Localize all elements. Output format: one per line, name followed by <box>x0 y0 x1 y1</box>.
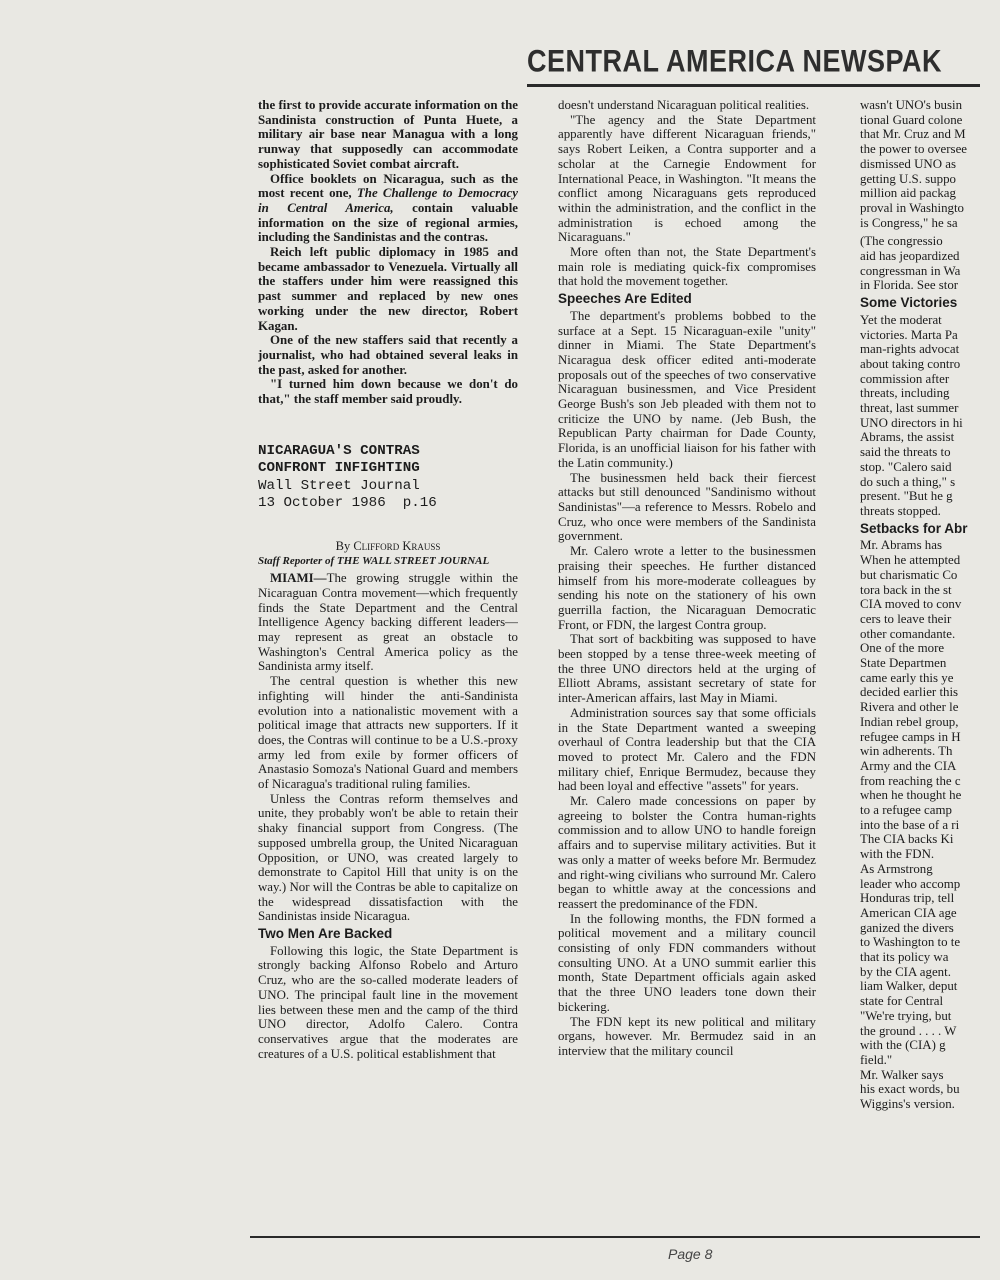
column-line: One of the more <box>860 641 945 656</box>
column-line: with the FDN. <box>860 847 935 862</box>
column-line: came early this ye <box>860 670 954 685</box>
column-line: threat, last summer <box>860 401 959 416</box>
column-line: "We're trying, but <box>860 1008 952 1023</box>
paragraph: "The agency and the State Department apparently have different Nicaraguan friends," says Robert Leiken, a Contra supporter and a scholar at the Carnegie Endowment for International Peace, in Washington. "It means the conflict among Nicaraguans gets reproduced within the administration, and the conflict in the administration is echoed among the Nicaraguans." <box>558 112 816 245</box>
booklet-title: The Challenge to Democracy in Central America, <box>258 186 518 215</box>
column-line: threats stopped. <box>860 503 941 518</box>
column-line: Honduras trip, tell <box>860 891 955 906</box>
column-line: Yet the moderat <box>860 312 942 327</box>
column-line: (The congressio <box>860 234 943 249</box>
column-line: to a refugee camp <box>860 803 952 818</box>
subhead-speeches: Speeches Are Edited <box>558 291 692 307</box>
column-1 <box>258 98 518 1234</box>
column-line: commission after <box>860 371 950 386</box>
subhead-some-victories: Some Victories <box>860 295 958 311</box>
column-line: Mr. Walker says <box>860 1067 944 1082</box>
column-line: leader who accomp <box>860 876 961 891</box>
paragraph: One of the new staffers said that recently a journalist, who had obtained several leaks in the past, asked for another. <box>258 333 518 377</box>
column-line: state for Central <box>860 994 944 1009</box>
newsletter-masthead: CENTRAL AMERICA NEWSPAK <box>527 44 942 79</box>
column-line: liam Walker, deput <box>860 979 958 994</box>
column-line: that its policy wa <box>860 950 949 965</box>
column-line: said the threats to <box>860 445 951 460</box>
column-line: When he attempted <box>860 553 961 568</box>
paragraph: Administration sources say that some officials in the State Department wanted a sweeping overhaul of Contra leadership but that the CIA moved to protect Mr. Calero and the FDN military chief, Enrique Bermudez, because they had been loyal and effective "assets" for years. <box>558 705 816 794</box>
byline <box>258 539 518 554</box>
column-line: Rivera and other le <box>860 700 959 715</box>
source-name: Wall Street Journal <box>258 477 420 494</box>
lead-text: The growing struggle within the Nicaraguan Contra movement—which frequently finds the State Department and the Central Intelligence Agency backing different leaders—may represent as great an obstacle to Washington's Central America policy as the Sandinista army itself. <box>258 571 518 674</box>
column-line: CIA moved to conv <box>860 597 962 612</box>
paragraph: The central question is whether this new infighting will hinder the anti-Sandinista evolution into a nationalistic movement with a political image that attracts new supporters. If it does, the Contras will continue to be a U.S.-proxy army led from exile by former officers of Anastasio Somoza's National Guard and members of Nicaragua's traditional ruling families. <box>258 674 518 792</box>
booklets-text-2: contain valuable information on the size of regional armies, including the Sandinistas and the contras. <box>258 200 518 245</box>
column-line: but charismatic Co <box>860 567 958 582</box>
column-line: tional Guard colone <box>860 112 963 127</box>
column-line: with the (CIA) g <box>860 1038 946 1053</box>
dateline: MIAMI— <box>270 571 327 586</box>
column-line: the power to oversee <box>860 142 968 157</box>
column-line: State Departmen <box>860 656 947 671</box>
column-line: Indian rebel group, <box>860 714 959 729</box>
column-line: to Washington to te <box>860 935 961 950</box>
column-line: wasn't UNO's busin <box>860 98 963 112</box>
col3-block-c <box>860 313 980 519</box>
column-line: The CIA backs Ki <box>860 832 954 847</box>
column-line: getting U.S. suppo <box>860 171 956 186</box>
page-number: Page 8 <box>668 1246 713 1262</box>
column-line: congressman in Wa <box>860 263 961 278</box>
column-line: in Florida. See stor <box>860 278 959 293</box>
column-line: that Mr. Cruz and M <box>860 127 966 142</box>
paragraph: Unless the Contras reform themselves and unite, they probably won't be able to retain their shaky financial support from Congress. (The supposed umbrella group, the United Nicaraguan Opposition, or UNO, was created largely to demonstrate to Capitol Hill that unity is on the way.) Nor will the Contras be able to capitalize on the widespread dissatisfaction with the Sandinistas inside Nicaragua. <box>258 791 518 924</box>
column-line: dismissed UNO as <box>860 156 956 171</box>
column-line: the ground . . . . W <box>860 1023 957 1038</box>
column-line: about taking contro <box>860 356 961 371</box>
column-line: ganized the divers <box>860 920 954 935</box>
column-line: aid has jeopardized <box>860 249 960 264</box>
masthead-rule <box>527 84 980 87</box>
column-2 <box>558 98 816 1234</box>
column-line: by the CIA agent. <box>860 964 951 979</box>
paragraph: In the following months, the FDN formed a political movement and a military council consisting of only FDN commanders without consulting UNO. At a UNO summit earlier this month, State Department officials again asked that the three UNO leaders tone down their bickering. <box>558 911 816 1014</box>
paragraph: doesn't understand Nicaraguan political realities. <box>558 98 810 112</box>
booklets-text-1: Office booklets on Nicaragua, such as the most recent one, <box>258 171 518 201</box>
column-line: is Congress," he sa <box>860 215 958 230</box>
column-line: American CIA age <box>860 905 957 920</box>
paragraph: Following this logic, the State Department is strongly backing Alfonso Robelo and Arturo Cruz, who are the so-called moderate leaders of UNO. The principal fault line in the movement lies between these men and the camp of the third UNO director, Adolfo Calero. Contra conservatives argue that the moderates are creatures of a U.S. political establishment that <box>258 943 518 1061</box>
headline-line-2: CONFRONT INFIGHTING <box>258 460 420 477</box>
column-line: when he thought he <box>860 788 962 803</box>
column-line: stop. "Calero said <box>860 459 952 474</box>
source-date: 13 October 1986 p.16 <box>258 495 437 512</box>
column-line: Abrams, the assist <box>860 430 955 445</box>
column-line: million aid packag <box>860 186 956 201</box>
booklets-paragraph <box>258 172 518 246</box>
column-line: Wiggins's version. <box>860 1097 955 1112</box>
clipping-header <box>258 443 518 513</box>
paragraph: Reich left public diplomacy in 1985 and became ambassador to Venezuela. Virtually all the staffers under him were reassigned this past summer and replaced by new ones working under the new director, Robert Kagan. <box>258 245 518 333</box>
column-line: Mr. Abrams has <box>860 538 942 553</box>
column-line: into the base of a ri <box>860 817 960 832</box>
column-line: man-rights advocat <box>860 342 960 357</box>
column-line: victories. Marta Pa <box>860 327 958 342</box>
paragraph: Mr. Calero wrote a letter to the businessmen praising their speeches. He further distanced himself from his more-moderate colleagues by sending his note on the stationery of his own guerrilla faction, the Nicaraguan Democratic Front, or FDN, the largest Contra group. <box>558 544 816 632</box>
bottom-rule <box>250 1236 980 1238</box>
paragraph: That sort of backbiting was supposed to have been stopped by a tense three-week meeting of the three UNO directors held at the urging of Elliott Abrams, assistant secretary of state for inter-American affairs, last May in Miami. <box>558 632 816 706</box>
col3-block-d <box>860 538 980 1111</box>
column-line: threats, including <box>860 386 950 401</box>
column-line: cers to leave their <box>860 611 952 626</box>
paragraph: More often than not, the State Department's main role is mediating quick-fix compromises that hold the movement together. <box>558 245 816 289</box>
column-line: tora back in the st <box>860 582 952 597</box>
continued-paragraph: the first to provide accurate information on the Sandinista construction of Punta Huete, a military air base near Managua with a long runway that supposedly can accommodate sophisticated Soviet combat aircraft. <box>258 98 518 171</box>
col3-block-b <box>860 234 980 293</box>
column-line: As Armstrong <box>860 861 933 876</box>
staff-line: Staff Reporter of THE WALL STREET JOURNAL <box>258 555 490 568</box>
column-line: present. "But he g <box>860 489 953 504</box>
paragraph: "I turned him down because we don't do that," the staff member said proudly. <box>258 377 518 407</box>
column-line: UNO directors in hi <box>860 415 963 430</box>
subhead-two-men: Two Men Are Backed <box>258 926 393 942</box>
column-line: other comandante. <box>860 626 956 641</box>
paragraph: The department's problems bobbed to the surface at a Sept. 15 Nicaraguan-exile "unity" dinner in Miami. The State Department's Nicaragua desk officer edited anti-moderate proposals out of the speeches of two conservative Nicaraguan businessmen, and Vice President George Bush's son Jeb pleaded with them not to criticize the UNO by name. (Jeb Bush, the Republican Party chairman for Dade County, Florida, is an unofficial liaison for his father with the Latin community.) <box>558 308 816 470</box>
lead-paragraph <box>258 571 518 674</box>
paragraph: Mr. Calero made concessions on paper by agreeing to bolster the Contra human-rights commission and to allow UNO to handle foreign affairs and to supervise military activities. But it was only a matter of weeks before Mr. Bermudez and right-wing civilians who surround Mr. Calero began to whittle away at the concessions and reassert the predominance of the FDN. <box>558 794 816 911</box>
paragraph: The businessmen held back their fiercest attacks but still denounced "Sandinismo without Sandinistas"—a reference to Messrs. Robelo and Cruz, who once were members of the Sandinista government. <box>558 470 816 544</box>
paragraph: The FDN kept its new political and military organs, however. Mr. Bermudez said in an interview that the military council <box>558 1014 816 1058</box>
column-line: Army and the CIA <box>860 758 957 773</box>
column-line: his exact words, bu <box>860 1082 960 1097</box>
column-line: decided earlier this <box>860 685 959 700</box>
column-line: proval in Washingto <box>860 200 964 215</box>
col3-block-a <box>860 98 980 230</box>
byline-author: Clifford Krauss <box>353 538 441 553</box>
column-line: refugee camps in H <box>860 729 961 744</box>
column-line: win adherents. Th <box>860 744 953 759</box>
byline-prefix: By <box>335 538 351 553</box>
column-3-cropped <box>860 98 980 1234</box>
column-line: from reaching the c <box>860 773 961 788</box>
column-line: do such a thing," s <box>860 474 956 489</box>
column-line: field." <box>860 1053 893 1067</box>
headline-line-1: NICARAGUA'S CONTRAS <box>258 442 420 459</box>
subhead-setbacks: Setbacks for Abr <box>860 520 968 536</box>
